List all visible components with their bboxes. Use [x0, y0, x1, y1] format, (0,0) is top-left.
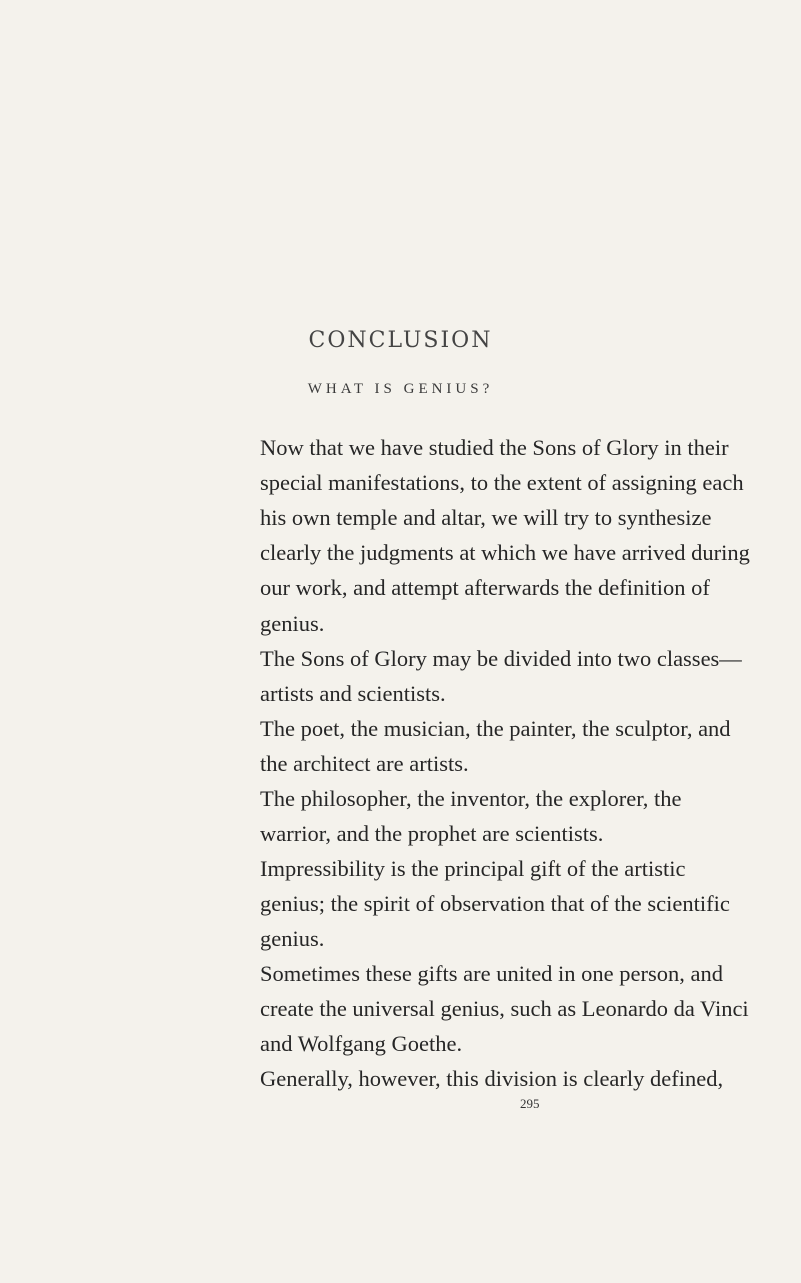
- body-line: genius.: [260, 926, 325, 951]
- body-line: Impressibility is the principal gift of the artistic: [260, 856, 686, 881]
- body-line: create the universal genius, such as Leonardo da Vinci: [260, 996, 749, 1021]
- body-line: warrior, and the prophet are scientists.: [260, 821, 604, 846]
- body-line: The Sons of Glory may be divided into two classes—: [260, 646, 742, 671]
- body-line: special manifestations, to the extent of assigning each: [260, 470, 744, 495]
- chapter-title: CONCLUSION: [308, 328, 493, 353]
- body-line: The philosopher, the inventor, the explorer, the: [260, 786, 682, 811]
- body-line: Generally, however, this division is clearly defined,: [260, 1066, 724, 1091]
- body-line: his own temple and altar, we will try to synthesize: [260, 505, 712, 530]
- body-line: the architect are artists.: [260, 751, 469, 776]
- body-line: clearly the judgments at which we have arrived during: [260, 540, 750, 565]
- body-line: and Wolfgang Goethe.: [260, 1031, 463, 1056]
- body-line: genius.: [260, 611, 325, 636]
- body-line: The poet, the musician, the painter, the sculptor, and: [260, 716, 731, 741]
- body-line: genius; the spirit of observation that of the scientific: [260, 891, 730, 916]
- chapter-subtitle: WHAT IS GENIUS?: [307, 381, 494, 397]
- body-line: Sometimes these gifts are united in one person, and: [260, 961, 724, 986]
- body-line: artists and scientists.: [260, 681, 446, 706]
- body-line: Now that we have studied the Sons of Glory in their: [260, 435, 729, 460]
- body-line: our work, and attempt afterwards the definition of: [260, 575, 710, 600]
- page-number: 295: [520, 1096, 540, 1111]
